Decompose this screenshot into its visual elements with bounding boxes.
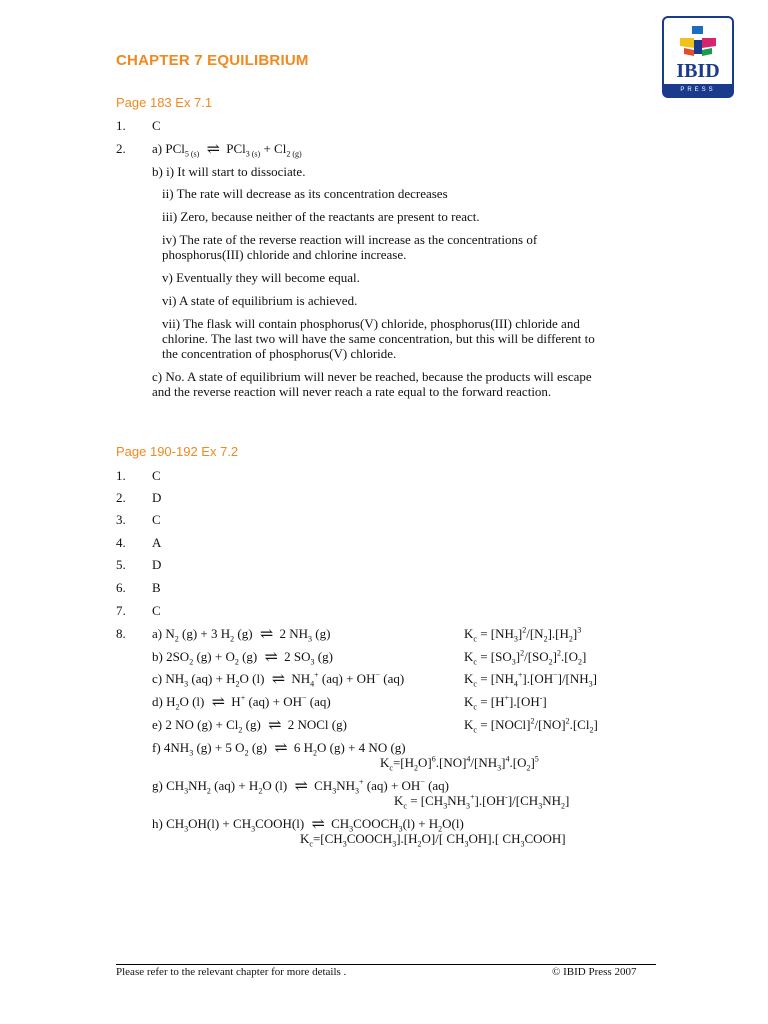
ibid-press-logo bbox=[662, 16, 734, 98]
question-number: 7. bbox=[116, 603, 126, 618]
equation-8c: c) $NH_3$ $(aq) + H_2O$ (l) ⇌ $NH_4^+$ (aq) + OH− (aq) bbox=[152, 670, 405, 689]
answer: C bbox=[152, 118, 161, 133]
answer: D bbox=[152, 557, 162, 572]
kc-8h: $K_c=[CH_3COOCH_3].[H_2O]/$[ $CH_3OH$].[ $CH_3COOH$] bbox=[300, 831, 566, 849]
equation-8f: f) $4NH_3$ (g) + 5 $O_2$ (g) ⇌ 6 $H_2O$ (g) + 4 NO (g) bbox=[152, 740, 406, 758]
answer-b-v: v) Eventually they will become equal. bbox=[162, 270, 360, 285]
kc-8b: $K_c = [SO_3]^2/[SO_2]^2.[O_2]$ bbox=[464, 648, 587, 667]
section-title: Page 190-192 Ex 7.2 bbox=[116, 444, 239, 459]
equation-8b: b) $2SO_2$ $(g) + O_2$ (g) ⇌ 2 $SO_3$ (g) bbox=[152, 649, 333, 667]
answer-b-iv: iv) The rate of the reverse reaction will increase as the concentrations of phosphorus(III) chloride and chlorine increase. bbox=[162, 232, 538, 262]
answer: B bbox=[152, 580, 161, 595]
equation-8h: h) $CH_3OH(l)$ + $CH_3COOH(l)$ ⇌ $CH_3COOCH_3(l) + H_2O(l)$ bbox=[152, 816, 464, 834]
equilibrium-arrow-icon: ⇌ bbox=[206, 141, 219, 159]
product: PCl bbox=[226, 141, 246, 156]
answer: D bbox=[152, 490, 162, 505]
question-number: 6. bbox=[116, 580, 126, 595]
answer: A bbox=[152, 535, 162, 550]
question-number: 2. bbox=[116, 141, 126, 156]
equilibrium-arrow-icon: ⇌ bbox=[294, 778, 307, 796]
equation-pcl5 bbox=[152, 141, 302, 159]
answer-c: c) No. A state of equilibrium will never be reached, because the products will escape and the reverse reaction will never reach a rate equal to the forward reaction. bbox=[152, 369, 592, 399]
answer: C bbox=[152, 512, 161, 527]
question-number: 8. bbox=[116, 626, 126, 641]
equation-8g: g) $CH_3NH_2$ $(aq) + H_2O$ (l) ⇌ $CH_3NH_3^+$ (aq) + OH− (aq) bbox=[152, 777, 450, 796]
question-number: 4. bbox=[116, 535, 126, 550]
question-number: 3. bbox=[116, 512, 126, 527]
equilibrium-arrow-icon: ⇌ bbox=[268, 717, 281, 735]
equilibrium-arrow-icon: ⇌ bbox=[211, 694, 225, 712]
answer-b-vi: vi) A state of equilibrium is achieved. bbox=[162, 293, 358, 308]
kc-8g: $K_c = [CH_3NH_3^+].[OH^-]/[CH_3NH_2]$ bbox=[394, 792, 570, 811]
answer-b-vii: vii) The flask will contain phosphorus(V) chloride, phosphorus(III) chloride and chlorine. The last two will have the same concentration, but this will be different to the concentration of phosphorus(V) chloride. bbox=[162, 316, 595, 361]
books-icon bbox=[664, 24, 732, 60]
chapter-title: CHAPTER 7 EQUILIBRIUM bbox=[116, 52, 309, 69]
footer-copyright: © IBID Press 2007 bbox=[552, 966, 637, 978]
answer-b-ii: ii) The rate will decrease as its concentration decreases bbox=[162, 186, 448, 201]
equilibrium-arrow-icon: ⇌ bbox=[271, 671, 285, 689]
kc-8c: $K_c = [NH_4^+].[OH^-]/[NH_3]$ bbox=[464, 670, 597, 689]
state-label: 2 (g) bbox=[286, 149, 302, 159]
equilibrium-arrow-icon: ⇌ bbox=[264, 649, 277, 667]
question-number: 5. bbox=[116, 557, 126, 572]
logo-wordmark: IBID bbox=[676, 60, 720, 82]
question-number: 1. bbox=[116, 118, 126, 133]
answer-b-iii: iii) Zero, because neither of the reactants are present to react. bbox=[162, 209, 480, 224]
answer: C bbox=[152, 468, 161, 483]
equation-8e: e) 2 NO $(g) + Cl_2$ (g) ⇌ 2 NOCl (g) bbox=[152, 717, 347, 735]
logo-subtitle: PRESS bbox=[664, 84, 732, 96]
product: + Cl bbox=[263, 141, 287, 156]
equilibrium-arrow-icon: ⇌ bbox=[311, 816, 324, 834]
equilibrium-arrow-icon: ⇌ bbox=[259, 626, 273, 644]
footer-note: Please refer to the relevant chapter for more details . bbox=[116, 966, 347, 978]
footer-divider bbox=[116, 964, 656, 965]
kc-8e: $K_c$ = $[NOCl]^2/[NO]^2.[Cl_2]$ bbox=[464, 716, 598, 735]
kc-8f: $K_c=[H_2O]^6.[NO]^4/[NH_3]^4.[O_2]^5$ bbox=[380, 754, 539, 773]
kc-8a: $K_c = [NH_3]^2/[N_2].[H_2]^3$ bbox=[464, 625, 582, 644]
reactant: a) PCl bbox=[152, 141, 185, 156]
question-number: 2. bbox=[116, 490, 126, 505]
answer: C bbox=[152, 603, 161, 618]
state-label: 3 (s) bbox=[245, 149, 261, 159]
question-number: 1. bbox=[116, 468, 126, 483]
equilibrium-arrow-icon: ⇌ bbox=[274, 740, 287, 758]
answer-b-i: b) i) It will start to dissociate. bbox=[152, 164, 306, 179]
section-title: Page 183 Ex 7.1 bbox=[116, 95, 213, 110]
kc-8d: $K_c = [H^+].[OH^-]$ bbox=[464, 693, 547, 712]
equation-8a: a) $N_2$ (g) + 3 $H_2$ (g) ⇌ 2 $NH_3$ (g) bbox=[152, 626, 331, 644]
equation-8d: d) $H_2O$ (l) ⇌ H+ (aq) + OH− (aq) bbox=[152, 693, 331, 712]
state-label: 5 (s) bbox=[184, 149, 200, 159]
